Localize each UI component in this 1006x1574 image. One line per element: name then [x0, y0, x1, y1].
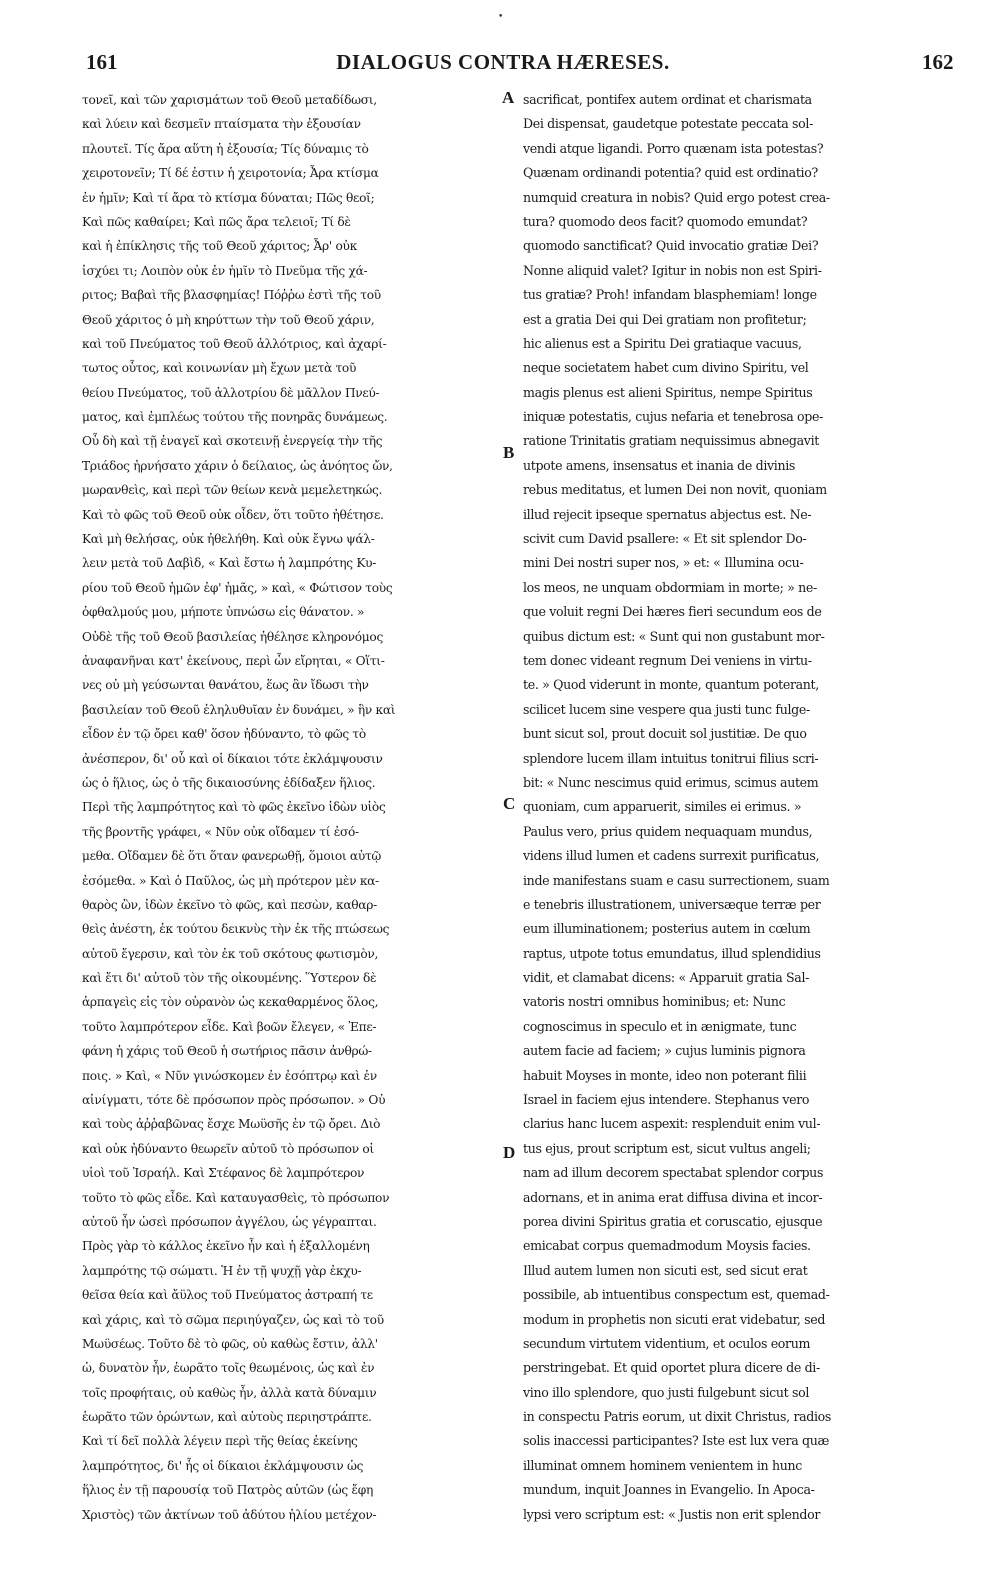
greek-text-line: Καὶ τὸ φῶς τοῦ Θεοῦ οὐκ οἶδεν, ὅτι τοῦτο ἠθέτησε.	[82, 507, 384, 522]
latin-text-line: est a gratia Dei qui Dei gratiam non profitetur;	[523, 311, 807, 327]
greek-text-line: υἱοὶ τοῦ Ἰσραήλ. Καὶ Στέφανος δὲ λαμπρότερον	[82, 1166, 365, 1181]
greek-text-line: Καὶ πῶς καθαίρει; Καὶ πῶς ἄρα τελειοῖ; Τί δὲ	[82, 214, 351, 229]
greek-text-line: πλουτεῖ. Τίς ἄρα αὕτη ἡ ἐξουσία; Τίς δύναμις τὸ	[82, 141, 369, 156]
greek-text-line: θεῖσα θεία καὶ ἄϋλος τοῦ Πνεύματος ἀστραπή τε	[82, 1288, 373, 1303]
greek-text-line: ριτος; Βαβαὶ τῆς βλασφημίας! Πόῤῥω ἐστὶ τῆς τοῦ	[82, 288, 381, 303]
greek-text-line: Οὐδὲ τῆς τοῦ Θεοῦ βασιλείας ἠθέλησε κληρονόμος	[82, 629, 383, 644]
latin-text-line: modum in prophetis non sicuti erat videbatur, sed	[523, 1311, 826, 1327]
latin-text-line: scilicet lucem sine vespere qua justi tunc fulge-	[523, 701, 810, 717]
greek-text-line: ποις. » Καὶ, « Νῦν γινώσκομεν ἐν ἐσόπτρῳ καὶ ἐν	[82, 1068, 377, 1083]
greek-text-line: Οὗ δὴ καὶ τῇ ἐναγεῖ καὶ σκοτεινῇ ἐνεργείᾳ τὴν τῆς	[82, 434, 383, 449]
greek-text-line: τῆς βροντῆς γράφει, « Νῦν οὐκ οἴδαμεν τί ἐσό-	[82, 824, 359, 839]
greek-text-line: Καὶ τί δεῖ πολλὰ λέγειν περὶ τῆς θείας ἐκείνης	[82, 1434, 358, 1449]
latin-text-line: Dei dispensat, gaudetque potestate peccata sol-	[523, 116, 813, 132]
latin-text-line: perstringebat. Et quid oportet plura dicere de di-	[523, 1360, 820, 1376]
greek-text-line: φάνη ἡ χάρις τοῦ Θεοῦ ἡ σωτήριος πᾶσιν ἀνθρώ-	[82, 1044, 372, 1059]
greek-text-line: ματος, καὶ ἐμπλέως τούτου τῆς πονηρᾶς δυνάμεως.	[82, 410, 388, 425]
greek-text-line: νες οὐ μὴ γεύσωνται θανάτου, ἕως ἂν ἴδωσι τὴν	[82, 678, 369, 693]
greek-text-line: θαρὸς ὢν, ἰδὼν ἐκεῖνο τὸ φῶς, καὶ πεσὼν, καθαρ-	[82, 897, 377, 912]
greek-text-line: Θεοῦ χάριτος ὁ μὴ κηρύττων τὴν τοῦ Θεοῦ χάριν,	[82, 312, 375, 327]
margin-marker-a: A	[502, 88, 515, 107]
greek-text-line: ὀφθαλμούς μου, μήποτε ὑπνώσω εἰς θάνατον. »	[82, 605, 365, 620]
greek-text-line: αὐτοῦ ἔγερσιν, καὶ τὸν ἐκ τοῦ σκότους φωτισμὸν,	[82, 946, 379, 961]
greek-text-line: ἁρπαγεὶς εἰς τὸν οὐρανὸν ὡς κεκαθαρμένος ὅλος,	[82, 995, 379, 1010]
latin-text-line: inde manifestans suam e casu surrectionem, suam	[523, 872, 830, 888]
latin-text-line: los meos, ne unquam obdormiam in morte; » ne-	[523, 579, 817, 595]
latin-text-line: Quænam ordinandi potentia? quid est ordinatio?	[523, 165, 818, 181]
latin-text-line: neque societatem habet cum divino Spiritu, vel	[523, 360, 809, 376]
latin-text-line: e tenebris illustrationem, universæque terræ per	[523, 896, 821, 912]
latin-text-line: adornans, et in anima erat diffusa divina et incor-	[523, 1189, 823, 1205]
latin-text-line: secundum virtutem videntium, et oculos eorum	[523, 1335, 811, 1351]
greek-text-line: χειροτονεῖν; Τί δέ ἐστιν ἡ χειροτονία; Ἆρα κτίσμα	[82, 166, 379, 181]
latin-text-line: hic alienus est a Spiritu Dei gratiaque vacuus,	[523, 335, 802, 351]
latin-text-line: quomodo sanctificat? Quid invocatio gratiæ Dei?	[523, 238, 819, 254]
greek-text-line: καὶ ἔτι δι' αὐτοῦ τὸν τῆς οἰκουμένης. Ὕστερον δὲ	[82, 971, 377, 986]
greek-text-line: Τριάδος ἠρνήσατο χάριν ὁ δείλαιος, ὡς ἀνόητος ὤν,	[82, 458, 393, 473]
latin-column	[523, 88, 955, 1527]
latin-text-line: tus ejus, prout scriptum est, sicut vultus angeli;	[523, 1140, 811, 1156]
greek-text-line: λαμπρότητος, δι' ἧς οἱ δίκαιοι ἐκλάμψουσιν ὡς	[82, 1458, 364, 1473]
latin-text-line: videns illud lumen et cadens surrexit purificatus,	[523, 848, 820, 864]
latin-text-line: in conspectu Patris eorum, ut dixit Christus, radios	[523, 1409, 832, 1425]
latin-text-line: utpote amens, insensatus et inania de divinis	[523, 457, 796, 473]
greek-text-line: εἶδον ἐν τῷ ὄρει καθ' ὅσον ἠδύναντο, τὸ φῶς τὸ	[82, 727, 366, 742]
greek-text-line: θείου Πνεύματος, τοῦ ἀλλοτρίου δὲ μᾶλλον Πνεύ-	[82, 385, 380, 400]
latin-text-line: vidit, et clamabat dicens: « Apparuit gratia Sal-	[523, 970, 810, 986]
greek-column	[82, 88, 500, 1527]
latin-text-line: iniquæ potestatis, cujus nefaria et tenebrosa ope-	[523, 409, 823, 425]
greek-text-line: λειν μετὰ τοῦ Δαβὶδ, « Καὶ ἔστω ἡ λαμπρότης Κυ-	[82, 556, 377, 571]
greek-text-line: βασιλείαν τοῦ Θεοῦ ἐληλυθυῖαν ἐν δυνάμει, » ἣν καὶ	[82, 702, 396, 717]
greek-text-line: ἑωρᾶτο τῶν ὁρώντων, καὶ αὐτοὺς περιηστράπτε.	[82, 1410, 372, 1425]
greek-text-line: θεὶς ἀνέστη, ἐκ τούτου δεικνὺς τὴν ἐκ τῆς πτώσεως	[82, 922, 390, 937]
greek-text-line: ἐσόμεθα. » Καὶ ὁ Παῦλος, ὡς μὴ πρότερον μὲν κα-	[82, 873, 379, 888]
latin-text-line: vatoris nostri omnibus hominibus; et: Nunc	[523, 994, 786, 1010]
greek-text-line: μωρανθεὶς, καὶ περὶ τῶν θείων κενὰ μεμελετηκώς.	[82, 483, 383, 498]
latin-text-line: Israel in faciem ejus intendere. Stephanus vero	[523, 1092, 810, 1108]
latin-text-line: illud rejecit ipseque spernatus abjectus est. Ne-	[523, 506, 812, 522]
margin-marker-b: B	[503, 443, 515, 462]
greek-text-line: ὡ, δυνατὸν ἦν, ἑωρᾶτο τοῖς θεωμένοις, ὡς καὶ ἐν	[82, 1361, 375, 1376]
greek-text-line: καὶ οὐκ ἠδύναντο θεωρεῖν αὐτοῦ τὸ πρόσωπον οἱ	[82, 1141, 374, 1156]
greek-text-line: Περὶ τῆς λαμπρότητος καὶ τὸ φῶς ἐκεῖνο ἰδὼν υἱὸς	[82, 800, 386, 815]
latin-text-line: magis plenus est alieni Spiritus, nempe Spiritus	[523, 384, 813, 400]
greek-text-line: λαμπρότης τῷ σώματι. Ἡ ἐν τῇ ψυχῇ γὰρ ἐκχυ-	[82, 1263, 362, 1278]
latin-text-line: possibile, ab intuentibus conspectum est, quemad-	[523, 1287, 830, 1303]
greek-text-line: Μωϋσέως. Τοῦτο δὲ τὸ φῶς, οὐ καθὼς ἔστιν, ἀλλ'	[82, 1336, 378, 1351]
greek-text-line: καὶ χάρις, καὶ τὸ σῶμα περιηύγαζεν, ὡς καὶ τὸ τοῦ	[82, 1312, 384, 1327]
latin-text-line: bit: « Nunc nescimus quid erimus, scimus autem	[523, 774, 819, 790]
latin-text-line: cognoscimus in speculo et in ænigmate, tunc	[523, 1018, 797, 1034]
latin-text-line: autem facie ad faciem; » cujus luminis pignora	[523, 1043, 806, 1059]
page-number-left: 161	[86, 50, 118, 74]
latin-text-line: sacrificat, pontifex autem ordinat et charismata	[523, 92, 812, 107]
greek-text-line: ὡς ὁ ἥλιος, ὡς ὁ τῆς δικαιοσύνης ἐδίδαξεν ἥλιος.	[82, 775, 376, 790]
greek-text-line: ἰσχύει τι; Λοιπὸν οὐκ ἐν ἡμῖν τὸ Πνεῦμα τῆς χά-	[82, 263, 368, 278]
running-header	[0, 42, 1006, 76]
latin-text-line: numquid creatura in nobis? Quid ergo potest crea-	[523, 189, 830, 205]
latin-text-line: eum illuminationem; posterius autem in cœlum	[523, 921, 811, 937]
latin-text-line: tem donec videant regnum Dei veniens in virtu-	[523, 652, 812, 668]
latin-text-line: que voluit regni Dei hæres fieri secundum eos de	[523, 604, 822, 620]
running-title: DIALOGUS CONTRA HÆRESES.	[336, 50, 670, 74]
latin-text-line: nam ad illum decorem spectabat splendor corpus	[523, 1165, 824, 1181]
margin-marker-c: C	[503, 794, 516, 813]
latin-text-line: habuit Moyses in monte, ideo non poterant filii	[523, 1067, 807, 1083]
greek-text-line: τοῦτο λαμπρότερον εἶδε. Καὶ βοῶν ἔλεγεν, « Ἐπε-	[82, 1019, 377, 1034]
latin-text-line: illuminat omnem hominem venientem in hunc	[523, 1457, 802, 1473]
latin-text-line: emicabat corpus quemadmodum Moysis facies.	[523, 1238, 811, 1254]
latin-text-line: vendi atque ligandi. Porro quænam ista potestas?	[523, 140, 824, 156]
greek-text-line: Καὶ μὴ θελήσας, οὐκ ἠθελήθη. Καὶ οὐκ ἔγνω ψάλ-	[82, 532, 375, 547]
margin-marker-d: D	[503, 1143, 516, 1162]
latin-text-line: te. » Quod viderunt in monte, quantum poterant,	[523, 677, 819, 693]
latin-text-line: tus gratiæ? Proh! infandam blasphemiam! longe	[523, 287, 817, 303]
greek-text-line: ρίου τοῦ Θεοῦ ἡμῶν ἐφ' ἡμᾶς, » καὶ, « Φώτισον τοὺς	[82, 580, 393, 595]
greek-text-line: αἰνίγματι, τότε δὲ πρόσωπον πρὸς πρόσωπον. » Οὐ	[82, 1093, 386, 1108]
latin-text-line: solis inaccessi participantes? Iste est lux vera quæ	[523, 1433, 829, 1449]
latin-text-line: Nonne aliquid valet? Igitur in nobis non est Spiri-	[523, 262, 822, 278]
greek-text-line: ἐν ἡμῖν; Καὶ τί ἄρα τὸ κτίσμα δύναται; Πῶς θεοῖ;	[82, 190, 375, 205]
greek-text-line: τοῖς προφήταις, οὐ καθὼς ἦν, ἀλλὰ κατὰ δύναμιν	[82, 1385, 377, 1400]
greek-text-line: καὶ τοὺς ἀῤῥαβῶνας ἔσχε Μωϋσῆς ἐν τῷ ὄρει. Διὸ	[82, 1117, 381, 1132]
greek-text-line: ἥλιος ἐν τῇ παρουσίᾳ τοῦ Πατρὸς αὐτῶν (ὡς ἔφη	[82, 1483, 373, 1498]
greek-text-line: τωτος οὗτος, καὶ κοινωνίαν μὴ ἔχων μετὰ τοῦ	[82, 361, 357, 376]
greek-text-line: τονεῖ, καὶ τῶν χαρισμάτων τοῦ Θεοῦ μεταδίδωσι,	[82, 93, 377, 107]
latin-text-line: clarius hanc lucem aspexit: resplenduit enim vul-	[523, 1116, 821, 1132]
latin-text-line: bunt sicut sol, prout docuit sol justitiæ. De quo	[523, 726, 807, 742]
latin-text-line: rebus meditatus, et lumen Dei non novit, quoniam	[523, 482, 827, 498]
greek-text-line: καὶ ἡ ἐπίκλησις τῆς τοῦ Θεοῦ χάριτος; Ἆρ' οὐκ	[82, 239, 357, 254]
greek-text-line: καὶ τοῦ Πνεύματος τοῦ Θεοῦ ἀλλότριος, καὶ ἀχαρί-	[82, 336, 387, 351]
greek-text-line: μεθα. Οἴδαμεν δὲ ὅτι ὅταν φανερωθῇ, ὅμοιοι αὐτῷ	[82, 849, 382, 864]
greek-text-line: καὶ λύειν καὶ δεσμεῖν πταίσματα τὴν ἐξουσίαν	[82, 117, 361, 132]
latin-text-line: Paulus vero, prius quidem nequaquam mundus,	[523, 823, 813, 839]
latin-text-line: tura? quomodo deos facit? quomodo emundat?	[523, 213, 808, 229]
greek-text-line: Πρὸς γὰρ τὸ κάλλος ἐκεῖνο ἦν καὶ ἡ ἐξαλλομένη	[82, 1239, 370, 1254]
latin-text-line: ratione Trinitatis gratiam nequissimus abnegavit	[523, 433, 819, 449]
greek-text-line: αὐτοῦ ἦν ὡσεὶ πρόσωπον ἀγγέλου, ὡς γέγραπται.	[82, 1214, 377, 1229]
latin-text-line: vino illo splendore, quo justi fulgebunt sicut sol	[523, 1384, 810, 1400]
latin-text-line: Illud autem lumen non sicuti est, sed sicut erat	[523, 1262, 808, 1278]
latin-text-line: raptus, utpote totus emundatus, illud splendidius	[523, 945, 821, 961]
latin-text-line: lypsi vero scriptum est: « Justis non erit splendor	[523, 1506, 821, 1522]
greek-text-line: Χριστὸς) τῶν ἀκτίνων τοῦ ἀδύτου ἡλίου μετέχον-	[82, 1507, 377, 1522]
latin-text-line: splendore lucem illam intuitus tonitrui filius scri-	[523, 750, 819, 766]
top-mark: •	[498, 12, 504, 22]
greek-text-line: ἀναφανῆναι κατ' ἐκείνους, περὶ ὧν εἴρηται, « Οἵτι-	[82, 653, 385, 668]
latin-text-line: quoniam, cum apparuerit, similes ei erimus. »	[523, 799, 802, 815]
page-number-right: 162	[922, 50, 954, 74]
greek-text-line: ἀνέσπερον, δι' οὗ καὶ οἱ δίκαιοι τότε ἐκλάμψουσιν	[82, 751, 383, 766]
latin-text-line: porea divini Spiritus gratia et coruscatio, ejusque	[523, 1213, 823, 1229]
latin-text-line: scivit cum David psallere: « Et sit splendor Do-	[523, 531, 807, 547]
latin-text-line: mini Dei nostri super nos, » et: « Illumina ocu-	[523, 555, 804, 571]
latin-text-line: mundum, inquit Joannes in Evangelio. In Apoca-	[523, 1482, 815, 1498]
greek-text-line: τοῦτο τὸ φῶς εἶδε. Καὶ καταυγασθεὶς, τὸ πρόσωπον	[82, 1190, 390, 1205]
latin-text-line: quibus dictum est: « Sunt qui non gustabunt mor-	[523, 628, 825, 644]
